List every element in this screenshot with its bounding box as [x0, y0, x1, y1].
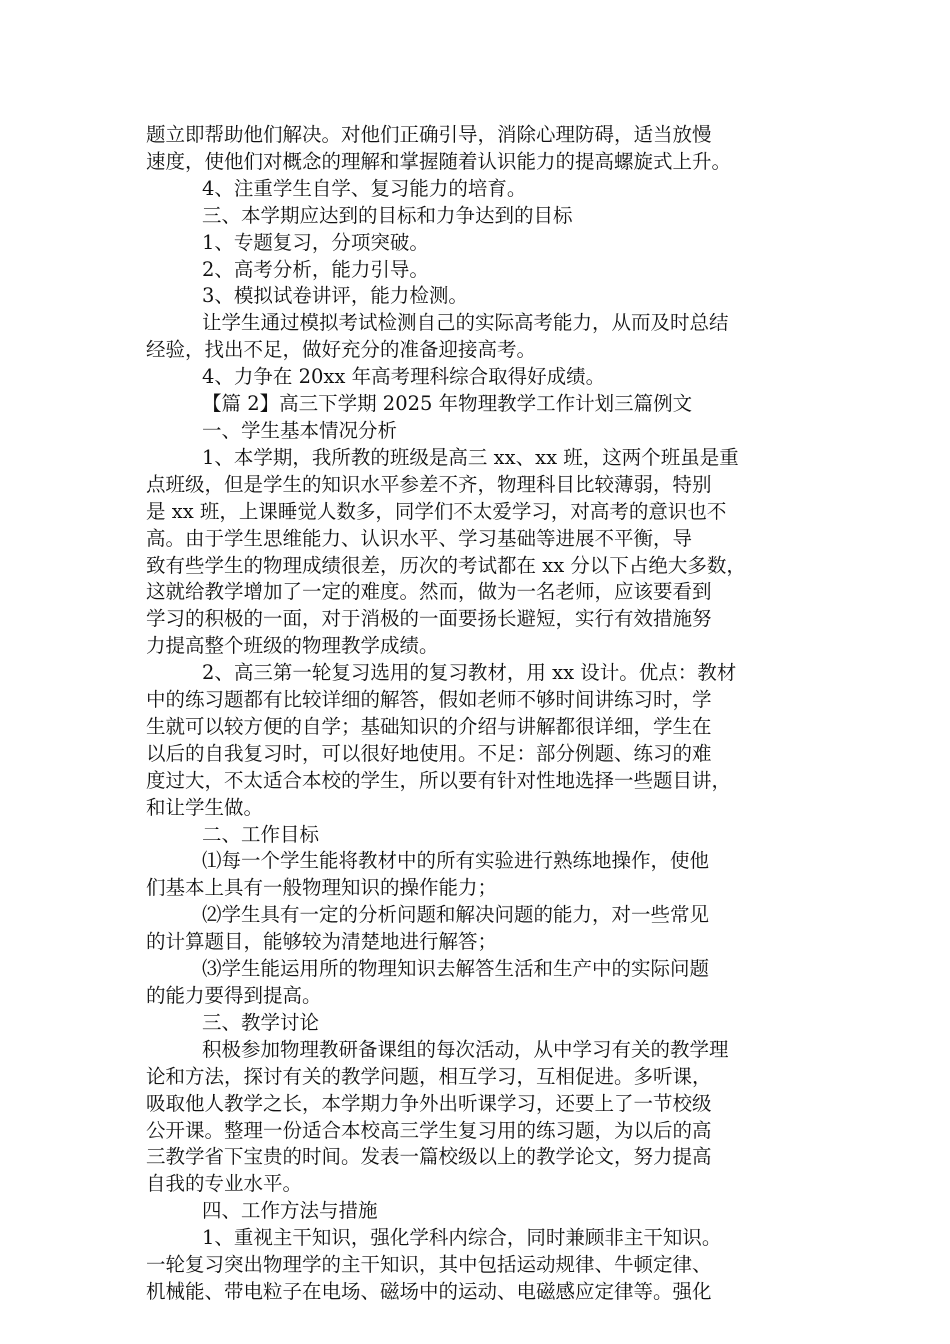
text-line: 以后的自我复习时，可以很好地使用。不足：部分例题、练习的难 — [146, 741, 712, 765]
section-heading: 一、学生基本情况分析 — [202, 418, 398, 442]
text-line: 论和方法，探讨有关的教学问题，相互学习，互相促进。多听课， — [146, 1064, 712, 1088]
text-line: ⑵学生具有一定的分析问题和解决问题的能力，对一些常见 — [202, 903, 710, 927]
text-line: 三教学省下宝贵的时间。发表一篇校级以上的教学论文，努力提高 — [146, 1145, 712, 1169]
section-heading: 三、教学讨论 — [202, 1010, 320, 1034]
text-line: 积极参加物理教研备课组的每次活动，从中学习有关的教学理 — [202, 1037, 729, 1061]
text-line: ⑶学生能运用所的物理知识去解答生活和生产中的实际问题 — [202, 957, 710, 981]
text-line: 机械能、带电粒子在电场、磁场中的运动、电磁感应定律等。强化 — [146, 1279, 712, 1303]
text-line: 速度，使他们对概念的理解和掌握随着认识能力的提高螺旋式上升。 — [146, 149, 732, 173]
text-line: 经验，找出不足，做好充分的准备迎接高考。 — [146, 338, 537, 362]
text-line: 中的练习题都有比较详细的解答，假如老师不够时间讲练习时，学 — [146, 688, 712, 712]
text-line: 们基本上具有一般物理知识的操作能力； — [146, 876, 498, 900]
text-line: 4、力争在 20xx 年高考理科综合取得好成绩。 — [202, 365, 606, 389]
text-line: 的计算题目，能够较为清楚地进行解答； — [146, 930, 498, 954]
text-line: 学习的积极的一面，对于消极的一面要扬长避短，实行有效措施努 — [146, 607, 712, 631]
text-line: 2、高考分析，能力引导。 — [202, 257, 429, 281]
section-heading: 四、工作方法与措施 — [202, 1199, 378, 1223]
section-heading: 三、本学期应达到的目标和力争达到的目标 — [202, 203, 573, 227]
text-line: 4、注重学生自学、复习能力的培育。 — [202, 176, 527, 200]
text-line: 是 xx 班，上课睡觉人数多，同学们不太爱学习，对高考的意识也不 — [146, 499, 727, 523]
text-line: 1、专题复习，分项突破。 — [202, 230, 429, 254]
text-line: 生就可以较方便的自学；基础知识的介绍与讲解都很详细，学生在 — [146, 714, 712, 738]
section-heading: 二、工作目标 — [202, 822, 320, 846]
text-line: 题立即帮助他们解决。对他们正确引导，消除心理防碍，适当放慢 — [146, 123, 712, 146]
text-line: 1、重视主干知识，强化学科内综合，同时兼顾非主干知识。 — [202, 1226, 722, 1250]
text-line: 一轮复习突出物理学的主干知识，其中包括运动规律、牛顿定律、 — [146, 1253, 712, 1277]
text-line: 让学生通过模拟考试检测自己的实际高考能力，从而及时总结 — [202, 311, 729, 335]
text-line: 2、高三第一轮复习选用的复习教材，用 xx 设计。优点：教材 — [202, 661, 737, 685]
text-line: 这就给教学增加了一定的难度。然而，做为一名老师，应该要看到 — [146, 580, 712, 604]
text-line: 高。由于学生思维能力、认识水平、学习基础等进展不平衡，导 — [146, 526, 693, 550]
text-line: 公开课。整理一份适合本校高三学生复习用的练习题，为以后的高 — [146, 1118, 712, 1142]
text-line: 3、模拟试卷讲评，能力检测。 — [202, 284, 468, 308]
text-line: 1、本学期，我所教的班级是高三 xx、xx 班，这两个班虽是重 — [202, 445, 739, 469]
article-title: 【篇 2】高三下学期 2025 年物理教学工作计划三篇例文 — [202, 392, 693, 416]
document-page — [146, 122, 822, 1306]
text-line: 吸取他人教学之长，本学期力争外出听课学习，还要上了一节校级 — [146, 1091, 712, 1115]
text-line: 自我的专业水平。 — [146, 1172, 303, 1196]
text-line: 和让学生做。 — [146, 795, 264, 819]
text-line: 的能力要得到提高。 — [146, 984, 322, 1007]
text-line: 度过大，不太适合本校的学生，所以要有针对性地选择一些题目讲， — [146, 768, 732, 792]
text-line: 力提高整个班级的物理教学成绩。 — [146, 634, 439, 658]
text-line: 致有些学生的物理成绩很差，历次的考试都在 xx 分以下占绝大多数， — [146, 553, 746, 577]
text-line: ⑴每一个学生能将教材中的所有实验进行熟练地操作，使他 — [202, 849, 710, 873]
text-line: 点班级，但是学生的知识水平参差不齐，物理科目比较薄弱，特别 — [146, 472, 712, 496]
